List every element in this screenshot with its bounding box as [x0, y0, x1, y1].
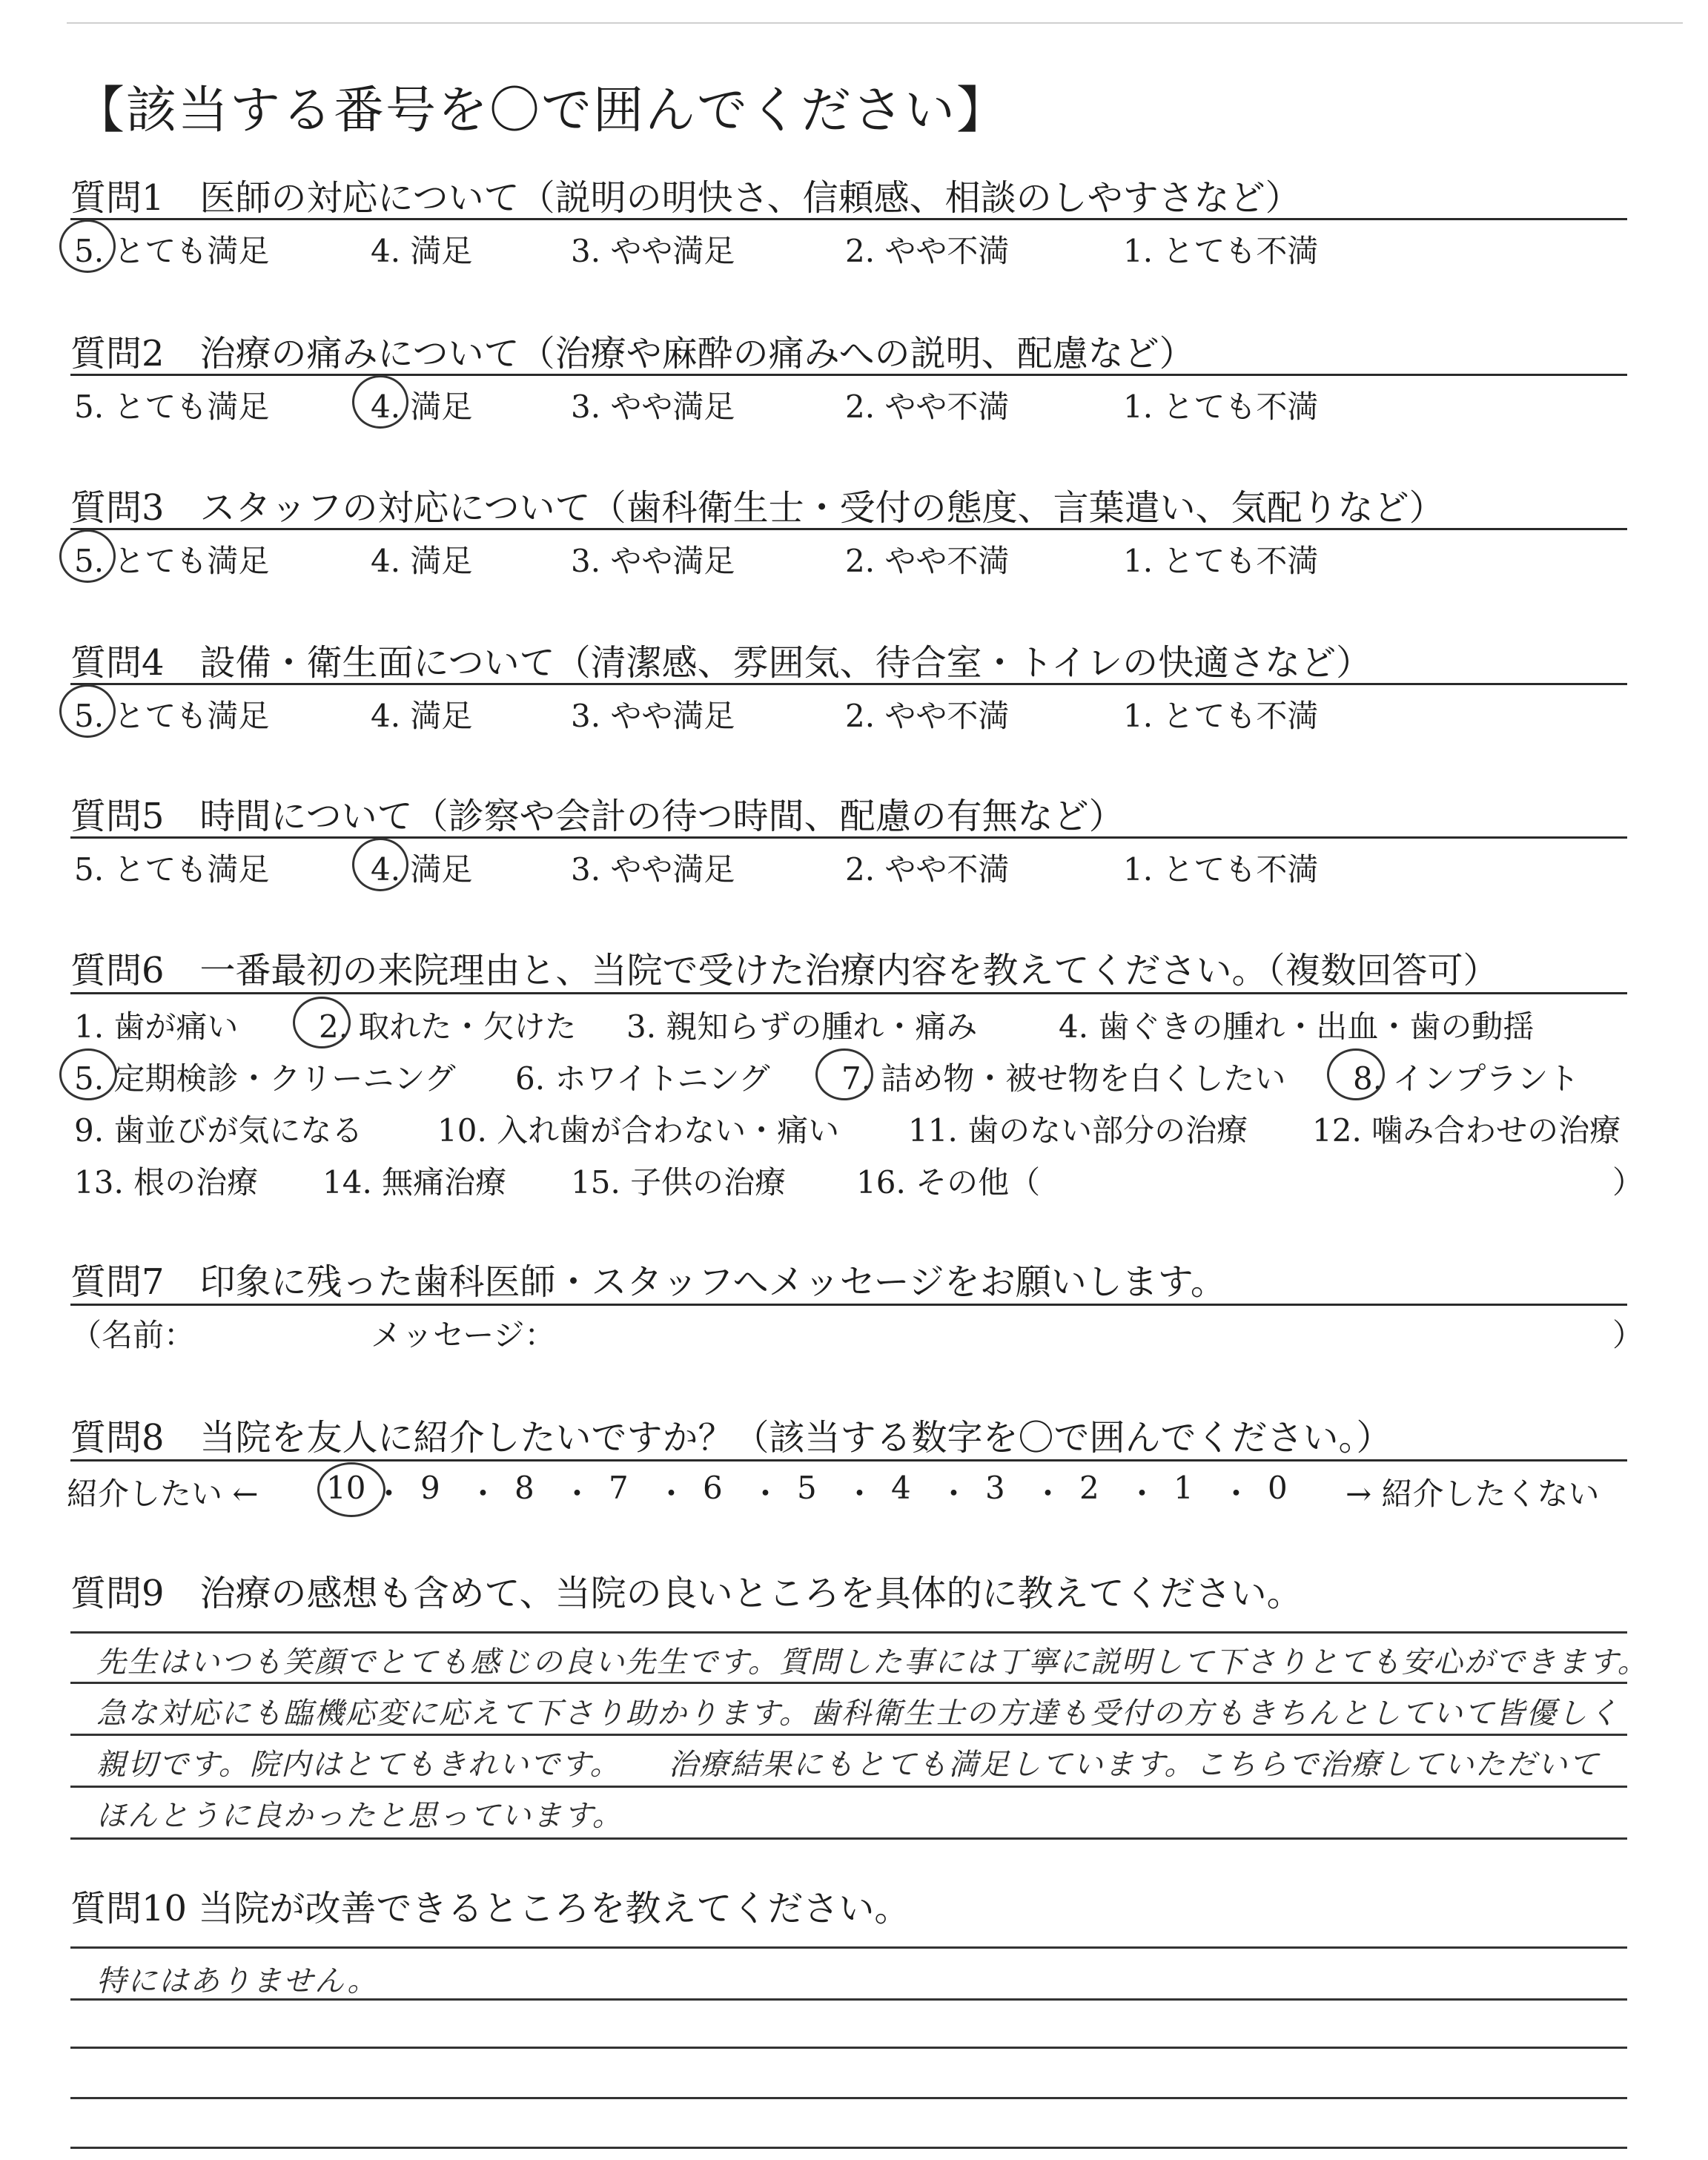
- q8-scale-item: ・: [749, 1476, 781, 1512]
- q3-option: 3. やや満足: [571, 543, 735, 579]
- q6-title: 質問6 一番最初の来院理由と、当院で受けた治療内容を教えてください。（複数回答可）: [70, 950, 1499, 991]
- q10-answer-rule: [70, 1946, 1627, 1949]
- q6-option: 8. インプラント: [1353, 1060, 1580, 1097]
- q3-option: 1. とても不満: [1123, 543, 1319, 579]
- q2-rule: [70, 374, 1627, 376]
- q8-scale-item: 9: [420, 1470, 440, 1506]
- q9-answer-rule: [70, 1734, 1627, 1736]
- q1-option: 2. やや不満: [845, 233, 1010, 269]
- q9-answer-rule: [70, 1631, 1627, 1634]
- q8-scale-item: 5: [797, 1470, 817, 1506]
- q10-answer-text: 特にはありません。: [96, 1964, 379, 1998]
- q3-selected-circle: [59, 529, 116, 583]
- q6-option: 13. 根の治療: [74, 1164, 259, 1200]
- q9-answer-text: ほんとうに良かったと思っています。: [96, 1799, 623, 1833]
- q5-option: 2. やや不満: [845, 851, 1010, 888]
- top-border: [67, 22, 1683, 24]
- q8-scale-item: 4: [891, 1470, 911, 1506]
- q3-option: 2. やや不満: [845, 543, 1010, 579]
- q6-option: 5. 定期検診・クリーニング: [74, 1060, 456, 1097]
- q9-answer-text: 親切です。院内はとてもきれいです。 治療結果にもとても満足しています。こちらで治療していただいて: [96, 1748, 1600, 1782]
- q2-option: 3. やや満足: [571, 389, 735, 425]
- q7-title: 質問7 印象に残った歯科医師・スタッフへメッセージをお願いします。: [70, 1261, 1226, 1303]
- q9-answer-rule: [70, 1837, 1627, 1840]
- q1-selected-circle: [59, 219, 116, 273]
- q8-scale-item: 7: [609, 1470, 629, 1506]
- q6-option: 15. 子供の治療: [571, 1164, 787, 1200]
- q3-rule: [70, 528, 1627, 530]
- q2-title: 質問2 治療の痛みについて（治療や麻酔の痛みへの説明、配慮など）: [70, 333, 1195, 374]
- q9-answer-rule: [70, 1786, 1627, 1788]
- q9-answer-text: 先生はいつも笑顔でとても感じの良い先生です。質問した事には丁寧に説明して下さりとても安心ができます。: [96, 1645, 1649, 1680]
- q10-answer-rule: [70, 2097, 1627, 2099]
- q2-option: 4. 満足: [371, 389, 473, 425]
- q7-name-label: （名前：: [70, 1317, 196, 1353]
- q7-close: ）: [1612, 1317, 1644, 1353]
- q5-option: 5. とても満足: [74, 851, 270, 888]
- q7-rule: [70, 1304, 1627, 1306]
- q1-option: 1. とても不満: [1123, 233, 1319, 269]
- q8-scale-item: 0: [1268, 1470, 1288, 1506]
- q10-title: 質問10 当院が改善できるところを教えてください。: [70, 1888, 910, 1929]
- q6-option: 6. ホワイトニング: [515, 1060, 770, 1097]
- q6-option: 10. 入れ歯が合わない・痛い: [437, 1112, 840, 1149]
- q10-answer-rule: [70, 2147, 1627, 2149]
- q8-scale-item: ・: [938, 1476, 970, 1512]
- q8-scale-item: ・: [561, 1476, 593, 1512]
- q9-answer-text: 急な対応にも臨機応変に応えて下さり助かります。歯科衛生士の方達も受付の方もきちんとしていて皆優しく: [96, 1697, 1620, 1731]
- q8-scale-item: ・: [655, 1476, 687, 1512]
- q6-option: 7. 詰め物・被せ物を白くしたい: [841, 1060, 1286, 1097]
- q6-selected-circle: [815, 1048, 873, 1100]
- q5-selected-circle: [352, 838, 408, 891]
- q2-selected-circle: [352, 375, 408, 429]
- q4-option: 4. 満足: [371, 698, 473, 734]
- q8-selected-circle: [317, 1462, 385, 1517]
- q6-option: 1. 歯が痛い: [74, 1008, 239, 1045]
- q8-scale-item: ・: [1126, 1476, 1158, 1512]
- q6-selected-circle: [59, 1048, 117, 1100]
- q8-rule: [70, 1459, 1627, 1462]
- q1-option: 5. とても満足: [74, 233, 270, 269]
- q4-option: 1. とても不満: [1123, 698, 1319, 734]
- q5-rule: [70, 836, 1627, 839]
- q3-title: 質問3 スタッフの対応について（歯科衛生士・受付の態度、言葉遣い、気配りなど）: [70, 487, 1445, 529]
- q4-selected-circle: [59, 684, 116, 738]
- q6-option: ）: [1612, 1164, 1644, 1200]
- q8-scale-item: ・: [467, 1476, 499, 1512]
- q1-option: 3. やや満足: [571, 233, 735, 269]
- q4-option: 3. やや満足: [571, 698, 735, 734]
- q3-option: 4. 満足: [371, 543, 473, 579]
- q5-title: 質問5 時間について（診察や会計の待つ時間、配慮の有無など）: [70, 796, 1125, 837]
- q8-title: 質問8 当院を友人に紹介したいですか？（該当する数字を〇で囲んでください。）: [70, 1417, 1392, 1459]
- q9-title: 質問9 治療の感想も含めて、当院の良いところを具体的に教えてください。: [70, 1573, 1302, 1614]
- q6-selected-circle: [293, 997, 351, 1048]
- q7-message-label: メッセージ：: [371, 1317, 556, 1353]
- q8-scale-item: 1: [1174, 1470, 1194, 1506]
- q8-right-label: → 紹介したくない: [1345, 1476, 1600, 1512]
- q4-rule: [70, 683, 1627, 685]
- q1-rule: [70, 218, 1627, 220]
- q8-scale-item: 8: [514, 1470, 534, 1506]
- q4-option: 5. とても満足: [74, 698, 270, 734]
- q6-option: 11. 歯のない部分の治療: [908, 1112, 1248, 1149]
- q2-option: 1. とても不満: [1123, 389, 1319, 425]
- q4-title: 質問4 設備・衛生面について（清潔感、雰囲気、待合室・トイレの快適さなど）: [70, 642, 1372, 684]
- q6-option: 12. 噛み合わせの治療: [1312, 1112, 1621, 1149]
- q6-option: 14. 無痛治療: [322, 1164, 507, 1200]
- q8-scale-item: 6: [703, 1470, 723, 1506]
- q5-option: 3. やや満足: [571, 851, 735, 888]
- q8-scale-item: 3: [985, 1470, 1005, 1506]
- q6-selected-circle: [1327, 1048, 1385, 1100]
- q4-option: 2. やや不満: [845, 698, 1010, 734]
- q8-scale-item: ・: [844, 1476, 875, 1512]
- q6-option: 9. 歯並びが気になる: [74, 1112, 363, 1149]
- q8-left-label: 紹介したい ←: [67, 1476, 259, 1512]
- q10-answer-rule: [70, 2047, 1627, 2049]
- q6-option: 16. その他（: [856, 1164, 1041, 1200]
- q8-scale-item: 10: [326, 1470, 366, 1506]
- q6-rule: [70, 992, 1627, 994]
- q2-option: 5. とても満足: [74, 389, 270, 425]
- q9-answer-rule: [70, 1682, 1627, 1684]
- q8-scale-item: ・: [373, 1476, 405, 1512]
- q6-option: 3. 親知らずの腫れ・痛み: [626, 1008, 978, 1045]
- q3-option: 5. とても満足: [74, 543, 270, 579]
- q8-scale-item: ・: [1032, 1476, 1064, 1512]
- q5-option: 1. とても不満: [1123, 851, 1319, 888]
- q8-scale-item: 2: [1079, 1470, 1099, 1506]
- q6-option: 4. 歯ぐきの腫れ・出血・歯の動揺: [1059, 1008, 1535, 1045]
- page-header: 【該当する番号を〇で囲んでください】: [74, 82, 1009, 140]
- q1-title: 質問1 医師の対応について（説明の明快さ、信頼感、相談のしやすさなど）: [70, 177, 1301, 219]
- q8-scale-item: ・: [1220, 1476, 1252, 1512]
- q5-option: 4. 満足: [371, 851, 473, 888]
- q6-option: 2. 取れた・欠けた: [319, 1008, 577, 1045]
- q2-option: 2. やや不満: [845, 389, 1010, 425]
- q1-option: 4. 満足: [371, 233, 473, 269]
